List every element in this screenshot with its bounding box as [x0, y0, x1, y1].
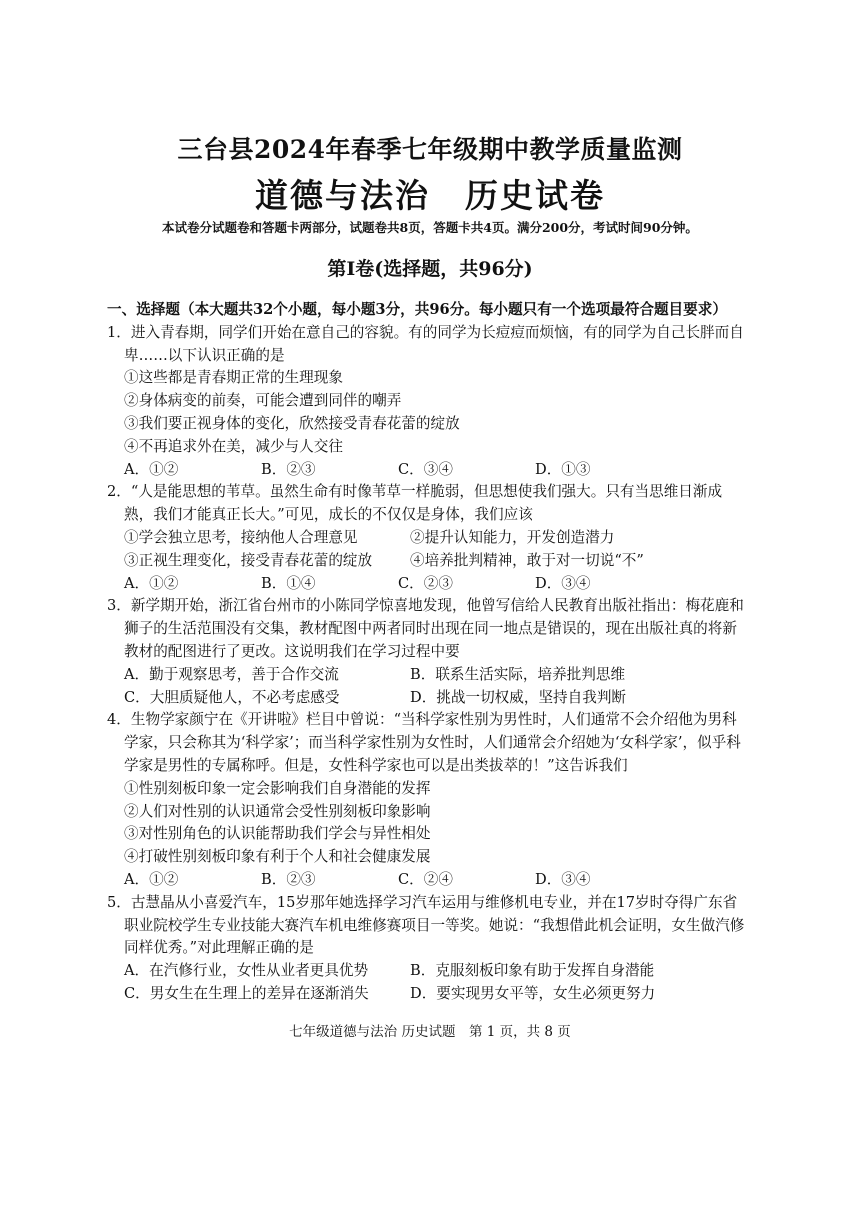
- option-b: B．②③: [261, 870, 316, 888]
- statement: ①学会独立思考，接纳他人合理意见: [124, 528, 358, 546]
- option-d: D．③④: [535, 870, 591, 888]
- option-d: D．挑战一切权威，坚持自我判断: [410, 688, 627, 706]
- question-5: [107, 892, 747, 1006]
- statement-row: [107, 527, 747, 550]
- statement: ③我们要正视身体的变化，欣然接受青春花蕾的绽放: [124, 414, 460, 432]
- exam-title: 三台县2024年春季七年级期中教学质量监测: [177, 135, 683, 164]
- option-d: D．要实现男女平等，女生必须更努力: [410, 984, 656, 1002]
- option-c: C．大胆质疑他人，不必考虑感受: [124, 688, 340, 706]
- option-a: A．勤于观察思考，善于合作交流: [124, 665, 339, 683]
- option-b: B．联系生活实际，培养批判思维: [410, 665, 626, 683]
- option-a: A．在汽修行业，女性从业者更具优势: [124, 962, 369, 980]
- answer-options-row: [107, 960, 747, 983]
- statement: ②人们对性别的认识通常会受性别刻板印象影响: [124, 802, 431, 820]
- part-one-title: 第Ⅰ卷(选择题，共96分): [327, 258, 533, 280]
- statement: ④不再追求外在美，减少与人交往: [124, 437, 343, 455]
- page-footer: 七年级道德与法治 历史试题 第 1 页，共 8 页: [289, 1024, 571, 1040]
- answer-options: [107, 573, 747, 596]
- option-c: C．②③: [398, 574, 453, 592]
- question-3: [107, 595, 747, 709]
- option-b: B．克服刻板印象有助于发挥自身潜能: [410, 962, 655, 980]
- statement-row: [107, 550, 747, 573]
- option-c: C．③④: [398, 460, 453, 478]
- answer-options-row: [107, 687, 747, 710]
- option-a: A．①②: [124, 460, 179, 478]
- statement: ③对性别角色的认识能帮助我们学会与异性相处: [124, 825, 431, 843]
- option-b: B．①④: [261, 574, 316, 592]
- option-d: D．①③: [535, 460, 591, 478]
- statement: ③正视生理变化，接受青春花蕾的绽放: [124, 551, 373, 569]
- question-stem: 2．“人是能思想的苇草。虽然生命有时像苇草一样脆弱，但思想使我们强大。只有当思维日渐成熟，我们才能真正长大。”可见，成长的不仅仅是身体，我们应该: [107, 483, 723, 524]
- question-list: [107, 299, 747, 1006]
- statement: ②身体病变的前奏，可能会遭到同伴的嘲弄: [124, 392, 402, 410]
- answer-options-row: [107, 664, 747, 687]
- option-a: A．①②: [124, 870, 179, 888]
- question-2: [107, 481, 747, 595]
- option-c: C．男女生在生理上的差异在逐渐消失: [124, 984, 369, 1002]
- statement: ②提升认知能力，开发创造潜力: [410, 528, 615, 546]
- answer-options-row: [107, 983, 747, 1006]
- question-stem: 3．新学期开始，浙江省台州市的小陈同学惊喜地发现，他曾写信给人民教育出版社指出：梅花鹿和狮子的生活范围没有交集，教材配图中两者同时出现在同一地点是错误的，现在出版社真的将新教材的配图进行了更改。这说明我们在学习过程中要: [107, 597, 744, 660]
- option-d: D．③④: [535, 574, 591, 592]
- statement: ④打破性别刻板印象有利于个人和社会健康发展: [124, 848, 431, 866]
- exam-instructions: 本试卷分试题卷和答题卡两部分，试题卷共8页，答题卡共4页。满分200分，考试时间90分钟。: [162, 220, 698, 235]
- question-stem: 5．古慧晶从小喜爱汽车，15岁那年她选择学习汽车运用与维修机电专业，并在17岁时夺得广东省职业院校学生专业技能大赛汽车机电维修赛项目一等奖。她说：“我想借此机会证明，女生做汽修同样优秀。”对此理解正确的是: [107, 893, 745, 957]
- option-a: A．①②: [124, 574, 179, 592]
- answer-options: [107, 869, 747, 892]
- statement: ④培养批判精神，敢于对一切说“不”: [410, 551, 644, 569]
- question-stem: 4．生物学家颜宁在《开讲啦》栏目中曾说：“当科学家性别为男性时，人们通常不会介绍他为男科学家，只会称其为‘科学家’；而当科学家性别为女性时，人们通常会介绍她为‘女科学家’，似乎科学家是男性的专属称呼。但是，女性科学家也可以是出类拔萃的！”这告诉我们: [107, 711, 741, 774]
- statement: ①性别刻板印象一定会影响我们自身潜能的发挥: [124, 779, 431, 797]
- answer-options: [107, 459, 747, 482]
- statement: ①这些都是青春期正常的生理现象: [124, 369, 343, 387]
- option-c: C．②④: [398, 870, 453, 888]
- question-stem: 1．进入青春期，同学们开始在意自己的容貌。有的同学为长痘痘而烦恼，有的同学为自己长胖而自卑……以下认识正确的是: [107, 323, 744, 364]
- question-4: [107, 709, 747, 891]
- option-b: B．②③: [261, 460, 316, 478]
- exam-subject-title: 道德与法治 历史试卷: [255, 176, 605, 215]
- section-title: 一、选择题（本大题共32个小题，每小题3分，共96分。每小题只有一个选项最符合题目要求）: [107, 301, 727, 318]
- question-1: [107, 322, 747, 482]
